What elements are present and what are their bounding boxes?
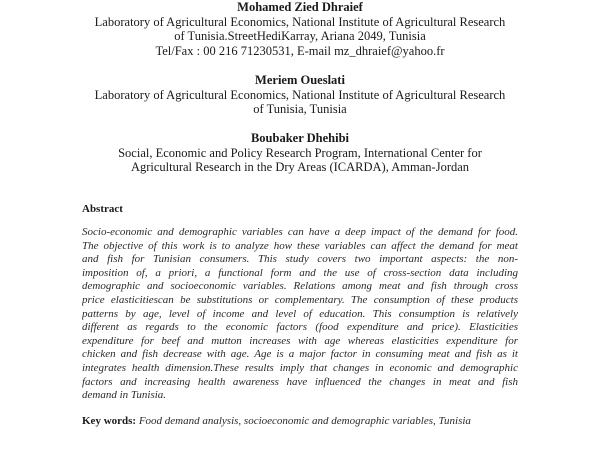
- abstract-line: Socio-economic and demographic variables can have a deep impact of the demand for food.: [82, 226, 518, 238]
- affiliation-line: Laboratory of Agricultural Economics, National Institute of Agricultural Research: [94, 87, 506, 102]
- abstract-line: different as regards to the economic factors (food expenditure and price). Elasticities: [82, 321, 518, 334]
- author-block-3: [80, 131, 520, 175]
- affiliation-line: Laboratory of Agricultural Economics, National Institute of Agricultural Research: [94, 14, 506, 29]
- abstract-line: imposition of, a priori, a functional form and the use of cross-section data including: [82, 266, 518, 279]
- author-name: Mohamed Zied Dhraief: [237, 0, 363, 14]
- abstract-line: expenditure for beef and mutton increases with age whereas elasticities expenditure for: [82, 334, 518, 347]
- keywords-label: Key words:: [82, 415, 137, 427]
- abstract-line: demographic and socioeconomic variables. Relations among meat and fish through cross: [82, 280, 518, 293]
- author-name: Meriem Oueslati: [255, 73, 345, 87]
- affiliation-line: Social, Economic and Policy Research Program, International Center for: [118, 145, 482, 160]
- abstract-heading: Abstract: [82, 203, 123, 215]
- abstract-line: chicken and fish decrease with age. Age is a major factor in consuming meat and fish as it: [82, 348, 518, 361]
- author-block-2: [80, 73, 520, 117]
- affiliation-line: Agricultural Research in the Dry Areas (ICARDA), Amman-Jordan: [130, 160, 470, 174]
- abstract-line: The objective of this work is to analyze how these variables can affect the demand for meat: [82, 239, 518, 252]
- abstract-line: factors and increasing health awareness have influenced the changes in meat and fish: [82, 375, 518, 388]
- abstract-line: patterns by age, level of income and level of education. This consumption is relatively: [82, 307, 518, 320]
- keywords-text: Food demand analysis, socioeconomic and demographic variables, Tunisia: [138, 415, 471, 427]
- affiliation-line: of Tunisia.StreetHediKarray, Ariana 2049, Tunisia: [174, 29, 426, 43]
- affiliation-line: of Tunisia, Tunisia: [253, 102, 347, 116]
- author-name: Boubaker Dhehibi: [250, 131, 350, 145]
- keywords: [82, 415, 471, 427]
- abstract-line: price elasticitiescan be substitutions or complementary. The consumption of these products: [82, 293, 518, 306]
- abstract-line: demand in Tunisia.: [82, 389, 167, 402]
- author-block-1: [80, 0, 520, 58]
- abstract-body: [82, 226, 518, 403]
- contact-line: Tel/Fax : 00 216 71230531, E-mail mz_dhraief@yahoo.fr: [155, 43, 445, 58]
- abstract-line: and fish for Tunisian consumers. This study covers two important aspects: the non-: [82, 253, 518, 266]
- abstract-line: integrates health dimension.These results imply that changes in economic and demographic: [82, 361, 518, 374]
